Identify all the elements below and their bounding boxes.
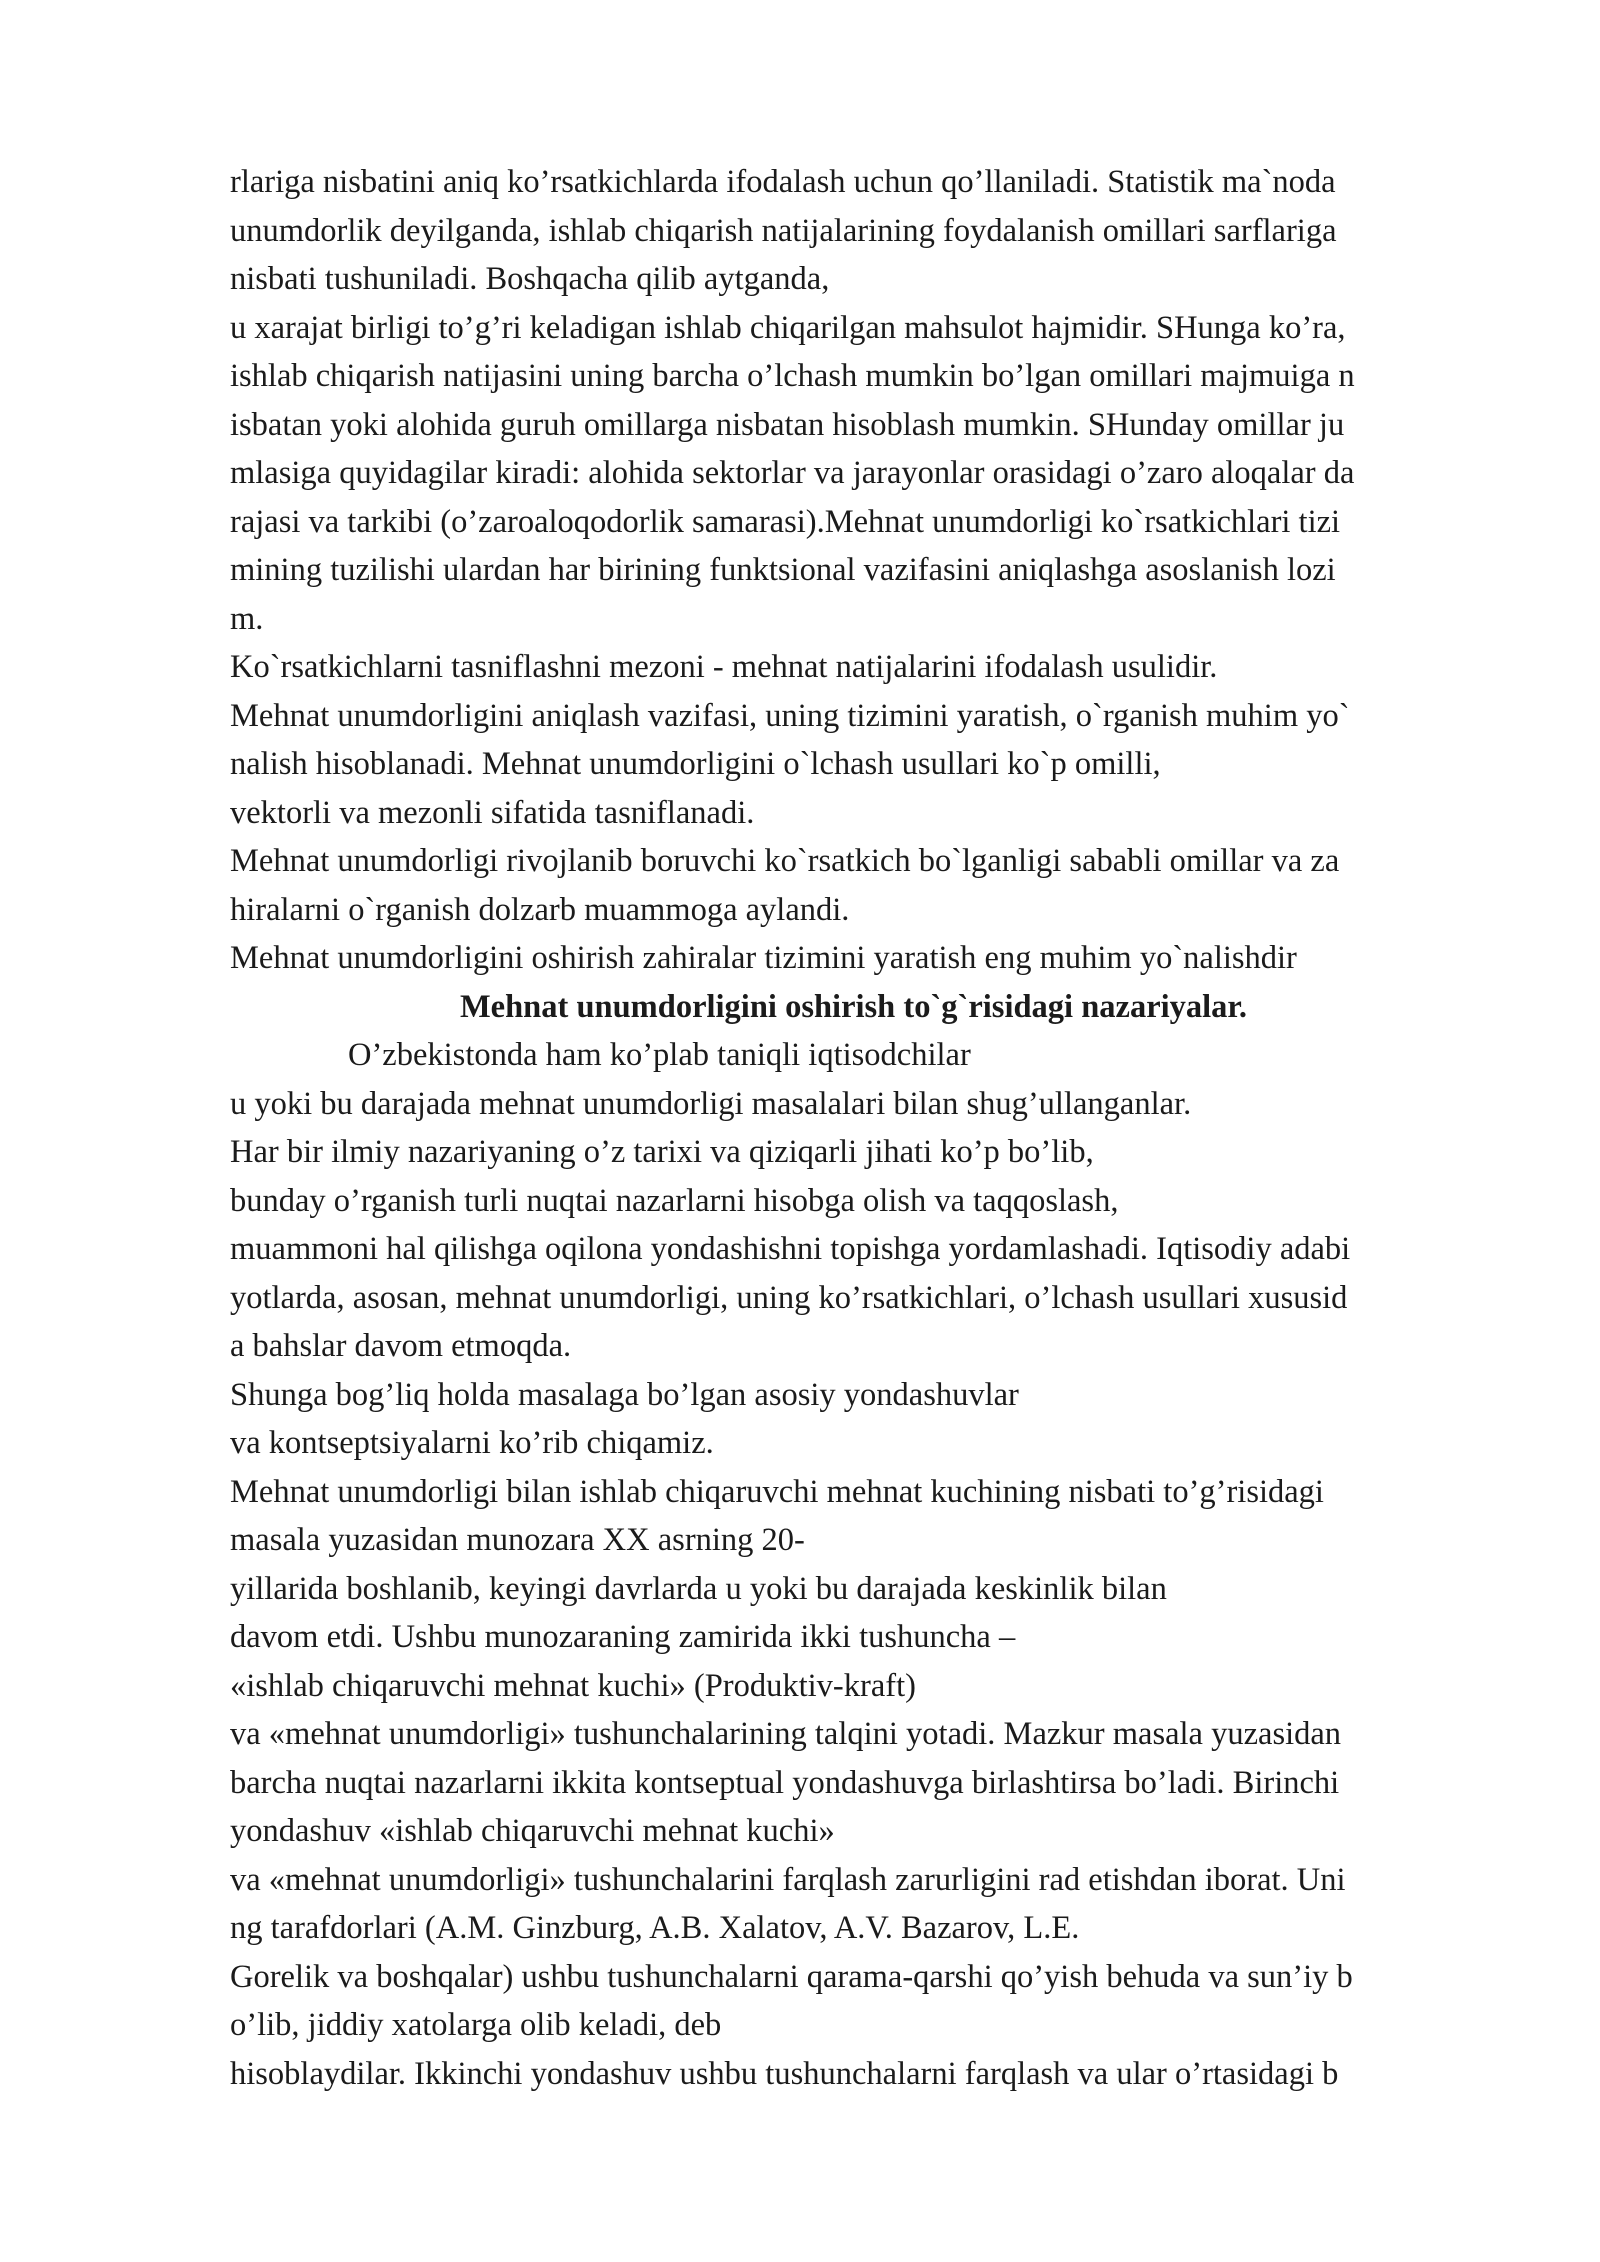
paragraph-line: O’zbekistonda ham ko’plab taniqli iqtisodchilar <box>348 1037 971 1073</box>
paragraph-line: yondashuv «ishlab chiqaruvchi mehnat kuchi» <box>230 1813 835 1849</box>
paragraph-line: ng tarafdorlari (A.M. Ginzburg, A.B. Xalatov, A.V. Bazarov, L.E. <box>230 1910 1080 1946</box>
paragraph-line: Mehnat unumdorligi rivojlanib boruvchi ko`rsatkich bo`lganligi sababli omillar va za <box>230 843 1340 879</box>
paragraph-line: hisoblaydilar. Ikkinchi yondashuv ushbu tushunchalarni farqlash va ular o’rtasidagi b <box>230 2055 1339 2092</box>
paragraph-line: va kontseptsiyalarni ko’rib chiqamiz. <box>230 1425 714 1461</box>
paragraph-line: «ishlab chiqaruvchi mehnat kuchi» (Produktiv-kraft) <box>230 1667 916 1704</box>
paragraph-line: Mehnat unumdorligini oshirish zahiralar tizimini yaratish eng muhim yo`nalishdir <box>230 940 1297 976</box>
paragraph-line: Ko`rsatkichlarni tasniflashni mezoni - mehnat natijalarini ifodalash usulidir. <box>230 649 1218 685</box>
paragraph-line: bunday o’rganish turli nuqtai nazarlarni hisobga olish va taqqoslash, <box>230 1182 1119 1219</box>
paragraph-line: o’lib, jiddiy xatolarga olib keladi, deb <box>230 2007 722 2043</box>
paragraph-line: barcha nuqtai nazarlarni ikkita kontseptual yondashuvga birlashtirsa bo’ladi. Birinchi <box>230 1764 1340 1801</box>
paragraph-line: masala yuzasidan munozara XX asrning 20- <box>230 1522 805 1558</box>
paragraph-line: mining tuzilishi ulardan har birining funktsional vazifasini aniqlashga asoslanish lozi <box>230 552 1336 588</box>
paragraph-line: mlasiga quyidagilar kiradi: alohida sektorlar va jarayonlar orasidagi o’zaro aloqalar da <box>230 455 1355 491</box>
paragraph-line: rajasi va tarkibi (o’zaroaloqodorlik samarasi).Mehnat unumdorligi ko`rsatkichlari tizi <box>230 503 1341 540</box>
paragraph-line: unumdorlik deyilganda, ishlab chiqarish natijalarining foydalanish omillari sarflariga <box>230 212 1337 249</box>
paragraph-line: davom etdi. Ushbu munozaraning zamirida ikki tushuncha – <box>230 1619 1016 1655</box>
paragraph-line: ishlab chiqarish natijasini uning barcha o’lchash mumkin bo’lgan omillari majmuiga n <box>230 358 1355 394</box>
section-heading: Mehnat unumdorligini oshirish to`g`risidagi nazariyalar. <box>460 988 1247 1025</box>
paragraph-line: va «mehnat unumdorligi» tushunchalarining talqini yotadi. Mazkur masala yuzasidan <box>230 1716 1342 1752</box>
paragraph-line: Mehnat unumdorligi bilan ishlab chiqaruvchi mehnat kuchining nisbati to’g’risidagi <box>230 1473 1324 1510</box>
paragraph-line: nalish hisoblanadi. Mehnat unumdorligini o`lchash usullari ko`p omilli, <box>230 746 1161 782</box>
document-body <box>230 158 1530 2098</box>
paragraph-line: Har bir ilmiy nazariyaning o’z tarixi va qiziqarli jihati ko’p bo’lib, <box>230 1134 1094 1170</box>
paragraph-line: nisbati tushuniladi. Boshqacha qilib aytganda, <box>230 261 830 297</box>
paragraph-line: yotlarda, asosan, mehnat unumdorligi, uning ko’rsatkichlari, o’lchash usullari xususid <box>230 1279 1348 1316</box>
paragraph-line: Gorelik va boshqalar) ushbu tushunchalarni qarama-qarshi qo’yish behuda va sun’iy b <box>230 1958 1353 1995</box>
paragraph-line: u yoki bu darajada mehnat unumdorligi masalalari bilan shug’ullanganlar. <box>230 1085 1192 1122</box>
paragraph-line: m. <box>230 600 264 637</box>
paragraph-line: yillarida boshlanib, keyingi davrlarda u yoki bu darajada keskinlik bilan <box>230 1570 1167 1607</box>
paragraph-line: va «mehnat unumdorligi» tushunchalarini farqlash zarurligini rad etishdan iborat. Uni <box>230 1861 1346 1898</box>
paragraph-line: muammoni hal qilishga oqilona yondashishni topishga yordamlashadi. Iqtisodiy adabi <box>230 1231 1351 1267</box>
paragraph-line: vektorli va mezonli sifatida tasniflanadi. <box>230 794 755 831</box>
paragraph-line: Shunga bog’liq holda masalaga bo’lgan asosiy yondashuvlar <box>230 1376 1019 1413</box>
paragraph-line: isbatan yoki alohida guruh omillarga nisbatan hisoblash mumkin. SHunday omillar ju <box>230 406 1345 443</box>
paragraph-line: rlariga nisbatini aniq ko’rsatkichlarda ifodalash uchun qo’llaniladi. Statistik ma`noda <box>230 164 1336 200</box>
paragraph-line: Mehnat unumdorligini aniqlash vazifasi, uning tizimini yaratish, o`rganish muhim yo` <box>230 697 1350 734</box>
paragraph-line: u xarajat birligi to’g’ri keladigan ishlab chiqarilgan mahsulot hajmidir. SHunga ko’ra, <box>230 309 1346 346</box>
paragraph-line: hiralarni o`rganish dolzarb muammoga aylandi. <box>230 891 850 928</box>
paragraph-line: a bahslar davom etmoqda. <box>230 1328 572 1364</box>
